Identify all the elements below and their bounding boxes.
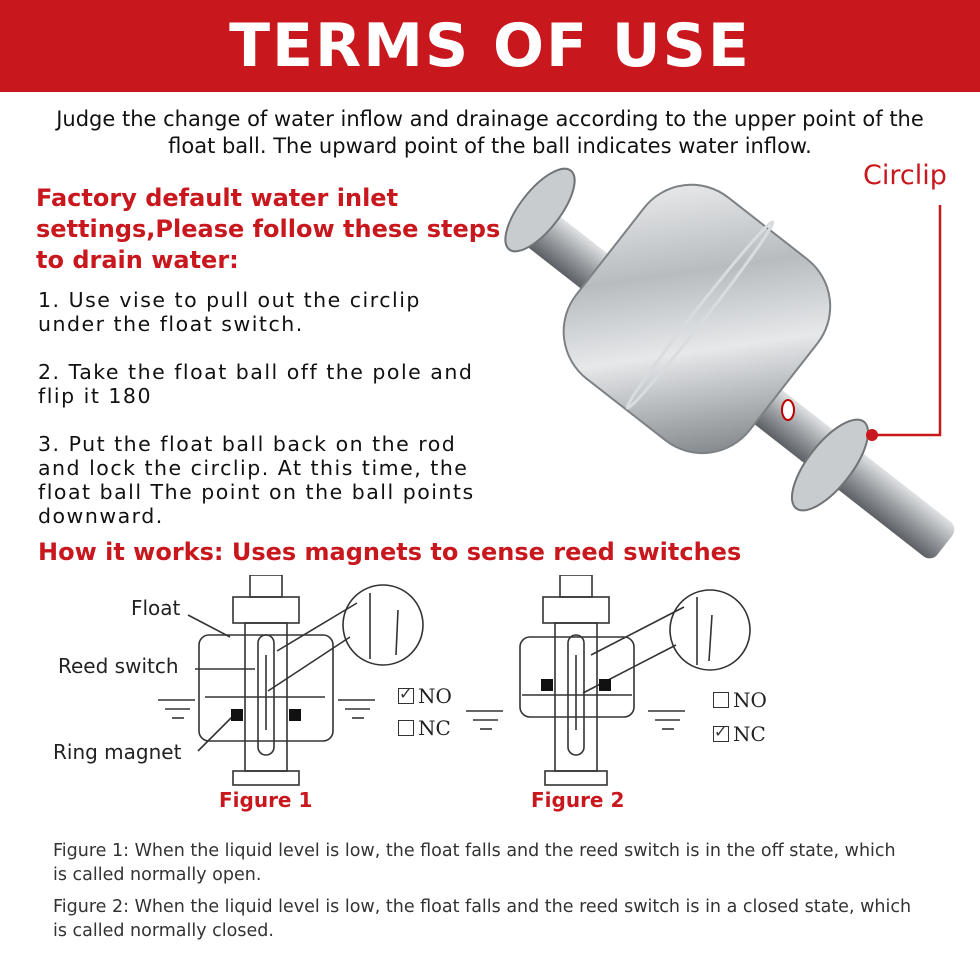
fig2-nc-option — [713, 722, 766, 746]
fig2-no-label: NO — [733, 688, 767, 712]
heading-line-1: Factory default water inlet — [36, 184, 399, 212]
step-3-line-3: float ball The point on the ball points — [38, 480, 475, 504]
default-settings-heading — [36, 183, 536, 276]
figure-1-caption: Figure 1 — [219, 788, 313, 812]
fig2-nc-label: NC — [733, 722, 766, 746]
heading-line-3: to drain water: — [36, 246, 239, 274]
figure-2-note — [53, 895, 953, 943]
intro-line-2: float ball. The upward point of the ball indicates water inflow. — [168, 134, 812, 158]
how-it-works-heading: How it works: Uses magnets to sense reed switches — [38, 538, 742, 566]
step-3 — [38, 432, 508, 528]
page-title: TERMS OF USE — [229, 11, 751, 81]
figure-2-note-line-2: is called normally closed. — [53, 921, 274, 941]
figure-2-caption: Figure 2 — [531, 788, 625, 812]
fig1-no-checkbox — [398, 688, 414, 704]
fig1-nc-option — [398, 716, 451, 740]
circlip-label: Circlip — [863, 160, 947, 191]
figure-1-note — [53, 839, 953, 887]
float-label: Float — [131, 596, 181, 620]
intro-line-1: Judge the change of water inflow and drainage according to the upper point of the — [56, 107, 924, 131]
fig1-nc-checkbox — [398, 720, 414, 736]
reed-switch-label: Reed switch — [58, 654, 179, 678]
fig1-no-option — [398, 684, 452, 708]
ring-magnet-label: Ring magnet — [53, 740, 182, 764]
step-2-line-2: flip it 180 — [38, 384, 153, 408]
figure-2-note-line-1: Figure 2: When the liquid level is low, the float falls and the reed switch is in a closed state, which — [53, 897, 912, 917]
step-3-line-4: downward. — [38, 504, 164, 528]
step-1 — [38, 288, 508, 336]
fig1-no-label: NO — [418, 684, 452, 708]
fig1-magnet-left — [231, 709, 243, 721]
fig2-no-checkbox — [713, 692, 729, 708]
title-banner — [0, 0, 980, 92]
heading-line-2: settings,Please follow these steps — [36, 215, 501, 243]
figure-1-drawing — [158, 575, 423, 785]
fig2-nc-checkbox — [713, 726, 729, 742]
step-1-line-1: 1. Use vise to pull out the circlip — [38, 288, 421, 312]
circlip-pointer-line — [872, 205, 940, 435]
intro-text — [20, 106, 960, 160]
step-2 — [38, 360, 508, 408]
fig2-magnet-right — [599, 679, 611, 691]
step-2-line-1: 2. Take the float ball off the pole and — [38, 360, 474, 384]
figure-1-note-line-2: is called normally open. — [53, 865, 262, 885]
step-3-line-2: and lock the circlip. At this time, the — [38, 456, 469, 480]
figure-1-note-line-1: Figure 1: When the liquid level is low, the float falls and the reed switch is in the off state, which — [53, 841, 896, 861]
fig2-no-option — [713, 688, 767, 712]
fig1-magnet-right — [289, 709, 301, 721]
step-3-line-1: 3. Put the float ball back on the rod — [38, 432, 457, 456]
step-1-line-2: under the float switch. — [38, 312, 304, 336]
fig2-magnet-left — [541, 679, 553, 691]
fig1-nc-label: NC — [418, 716, 451, 740]
